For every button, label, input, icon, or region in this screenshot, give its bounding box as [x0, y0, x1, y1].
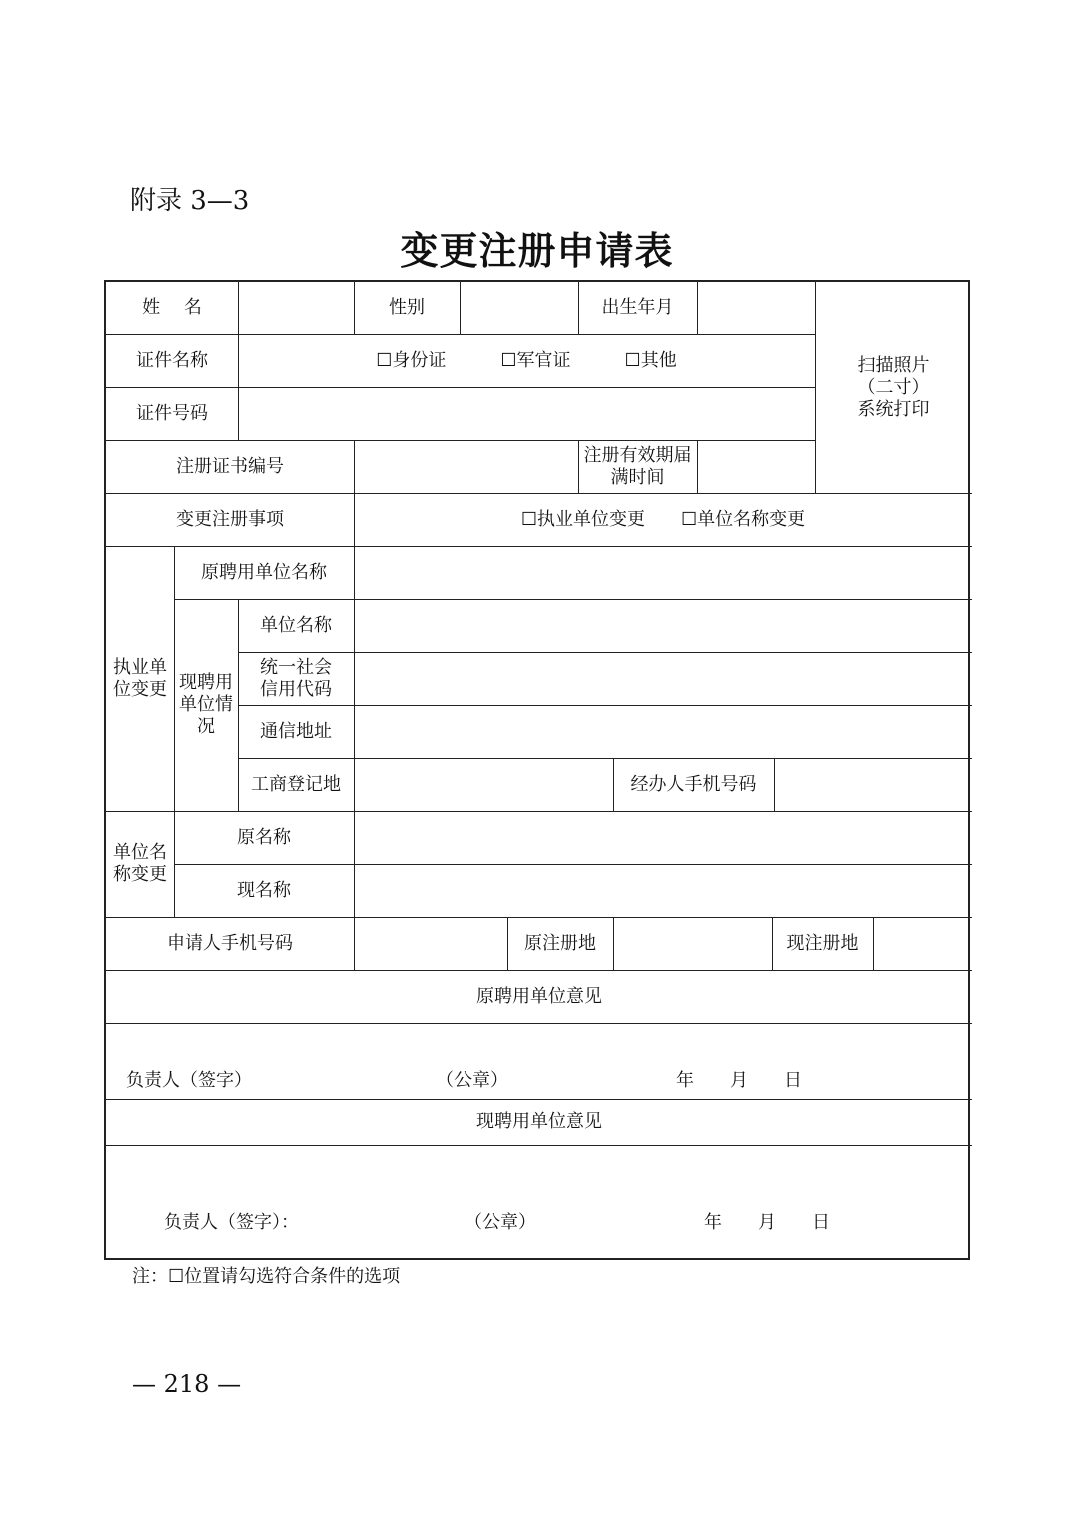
- gender-field[interactable]: [460, 282, 578, 334]
- credit-code-label: 统一社会 信用代码: [260, 656, 332, 700]
- credit-code-field[interactable]: [354, 652, 972, 705]
- address-label: 通信地址: [260, 720, 332, 742]
- handler-phone-label: 经办人手机号码: [630, 773, 757, 795]
- old-name-label: 原名称: [237, 826, 291, 848]
- id-number-label: 证件号码: [136, 402, 208, 424]
- seal-label-2: （公章）: [464, 1212, 536, 1233]
- responsible-signature-2: 负责人（签字）：: [164, 1212, 299, 1233]
- birth-field[interactable]: [697, 282, 815, 334]
- date-label-1: 年 月 日: [676, 1070, 802, 1091]
- responsible-signature-1: 负责人（签字）: [126, 1070, 252, 1091]
- name-field[interactable]: [238, 282, 354, 334]
- seal-label-1: （公章）: [436, 1070, 508, 1091]
- practice-change-label: 执业单 位变更: [113, 656, 167, 700]
- birth-label: 出生年月: [601, 297, 674, 318]
- original-employer-field[interactable]: [354, 546, 972, 599]
- registration-change-form: [104, 280, 970, 1260]
- change-items-checkboxes[interactable]: ☐执业单位变更 ☐单位名称变更: [520, 508, 806, 530]
- current-opinion-header: 现聘用单位意见: [476, 1111, 602, 1132]
- cert-number-field[interactable]: [354, 440, 578, 493]
- address-field[interactable]: [354, 705, 972, 758]
- unit-name-field[interactable]: [354, 599, 972, 652]
- appendix-label: 附录 3—3: [130, 186, 250, 216]
- change-items-label: 变更注册事项: [176, 508, 284, 530]
- photo-placeholder: 扫描照片 （二寸） 系统打印: [857, 354, 930, 420]
- current-reg-place-label: 现注册地: [786, 932, 859, 954]
- old-name-field[interactable]: [354, 811, 972, 864]
- new-name-field[interactable]: [354, 864, 972, 917]
- new-name-label: 现名称: [237, 879, 291, 901]
- original-reg-place-field[interactable]: [613, 917, 772, 970]
- id-number-field[interactable]: [238, 387, 815, 440]
- name-change-label: 单位名 称变更: [113, 842, 167, 885]
- id-type-label: 证件名称: [136, 349, 208, 371]
- original-opinion-header: 原聘用单位意见: [476, 985, 602, 1007]
- current-employer-status-label: 现聘用 单位情 况: [179, 672, 233, 737]
- form-title: 变更注册申请表: [400, 228, 674, 273]
- gender-label: 性别: [389, 297, 425, 318]
- original-employer-label: 原聘用单位名称: [201, 561, 327, 583]
- business-reg-field[interactable]: [354, 758, 613, 811]
- form-note: 注：☐位置请勾选符合条件的选项: [132, 1266, 401, 1287]
- cert-number-label: 注册证书编号: [176, 455, 284, 477]
- handler-phone-field[interactable]: [774, 758, 972, 811]
- original-reg-place-label: 原注册地: [524, 932, 596, 954]
- applicant-phone-field[interactable]: [354, 917, 507, 970]
- unit-name-label: 单位名称: [260, 614, 332, 636]
- date-label-2: 年 月 日: [704, 1212, 830, 1233]
- page-number: — 218 —: [132, 1370, 242, 1398]
- name-label: 姓 名: [142, 297, 202, 318]
- expiry-label: 注册有效期届 满时间: [583, 444, 692, 488]
- current-reg-place-field[interactable]: [873, 917, 972, 970]
- expiry-field[interactable]: [697, 440, 815, 493]
- business-reg-label: 工商登记地: [251, 773, 341, 795]
- id-type-checkboxes[interactable]: ☐身份证 ☐军官证 ☐其他: [376, 349, 677, 371]
- applicant-phone-label: 申请人手机号码: [167, 932, 293, 954]
